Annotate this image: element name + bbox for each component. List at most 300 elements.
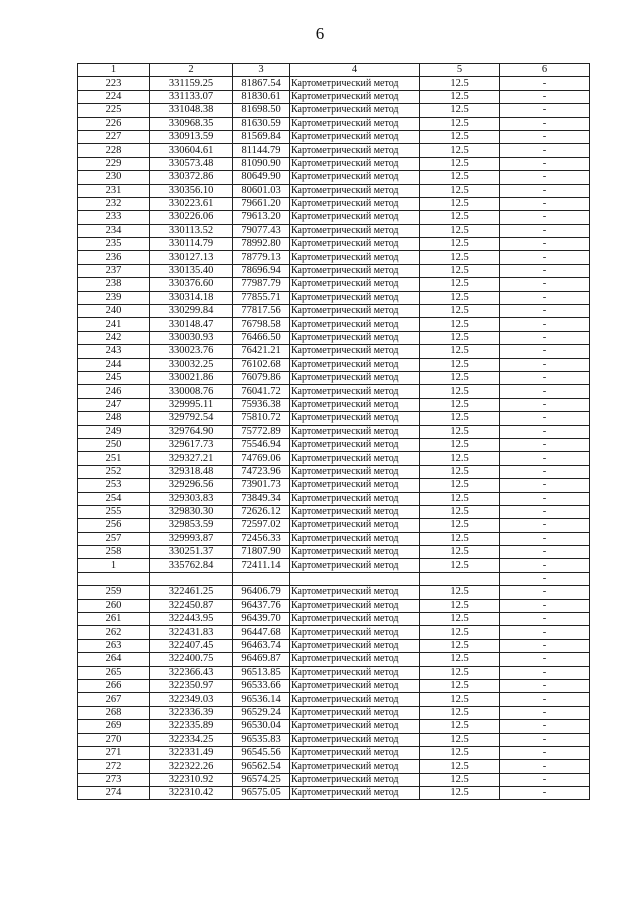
note-cell: - bbox=[500, 117, 590, 130]
table-row bbox=[78, 746, 590, 759]
method-cell: Картометрический метод bbox=[290, 291, 420, 304]
coordinates-table bbox=[77, 63, 590, 800]
method-cell: Картометрический метод bbox=[290, 358, 420, 371]
point-number-cell bbox=[78, 572, 150, 585]
y-coordinate-cell: 81698.50 bbox=[233, 104, 290, 117]
column-header-6: 6 bbox=[500, 64, 590, 77]
point-number-cell: 234 bbox=[78, 224, 150, 237]
y-coordinate-cell: 96469.87 bbox=[233, 653, 290, 666]
method-cell: Картометрический метод bbox=[290, 746, 420, 759]
x-coordinate-cell: 322331.49 bbox=[150, 746, 233, 759]
note-cell: - bbox=[500, 505, 590, 518]
accuracy-cell: 12.5 bbox=[420, 479, 500, 492]
table-row bbox=[78, 787, 590, 800]
table-row bbox=[78, 117, 590, 130]
method-cell: Картометрический метод bbox=[290, 613, 420, 626]
point-number-cell: 260 bbox=[78, 599, 150, 612]
x-coordinate-cell: 329995.11 bbox=[150, 398, 233, 411]
y-coordinate-cell: 73849.34 bbox=[233, 492, 290, 505]
note-cell: - bbox=[500, 559, 590, 572]
accuracy-cell: 12.5 bbox=[420, 117, 500, 130]
note-cell: - bbox=[500, 130, 590, 143]
accuracy-cell: 12.5 bbox=[420, 760, 500, 773]
accuracy-cell: 12.5 bbox=[420, 465, 500, 478]
x-coordinate-cell: 330127.13 bbox=[150, 251, 233, 264]
table-row bbox=[78, 760, 590, 773]
y-coordinate-cell: 76079.86 bbox=[233, 371, 290, 384]
accuracy-cell: 12.5 bbox=[420, 251, 500, 264]
x-coordinate-cell: 331133.07 bbox=[150, 90, 233, 103]
table-row bbox=[78, 130, 590, 143]
y-coordinate-cell: 75546.94 bbox=[233, 438, 290, 451]
x-coordinate-cell: 322450.87 bbox=[150, 599, 233, 612]
accuracy-cell: 12.5 bbox=[420, 358, 500, 371]
x-coordinate-cell: 322400.75 bbox=[150, 653, 233, 666]
table-row bbox=[78, 90, 590, 103]
method-cell: Картометрический метод bbox=[290, 371, 420, 384]
table-row bbox=[78, 505, 590, 518]
y-coordinate-cell: 76102.68 bbox=[233, 358, 290, 371]
method-cell: Картометрический метод bbox=[290, 345, 420, 358]
point-number-cell: 258 bbox=[78, 546, 150, 559]
note-cell: - bbox=[500, 613, 590, 626]
point-number-cell: 223 bbox=[78, 77, 150, 90]
accuracy-cell: 12.5 bbox=[420, 157, 500, 170]
accuracy-cell: 12.5 bbox=[420, 452, 500, 465]
note-cell: - bbox=[500, 733, 590, 746]
point-number-cell: 231 bbox=[78, 184, 150, 197]
table-row bbox=[78, 144, 590, 157]
method-cell: Картометрический метод bbox=[290, 171, 420, 184]
point-number-cell: 246 bbox=[78, 385, 150, 398]
accuracy-cell bbox=[420, 572, 500, 585]
note-cell: - bbox=[500, 211, 590, 224]
accuracy-cell: 12.5 bbox=[420, 586, 500, 599]
table-row bbox=[78, 318, 590, 331]
note-cell: - bbox=[500, 599, 590, 612]
point-number-cell: 250 bbox=[78, 438, 150, 451]
method-cell: Картометрический метод bbox=[290, 452, 420, 465]
accuracy-cell: 12.5 bbox=[420, 492, 500, 505]
point-number-cell: 237 bbox=[78, 264, 150, 277]
y-coordinate-cell: 96533.66 bbox=[233, 679, 290, 692]
table-row bbox=[78, 425, 590, 438]
method-cell: Картометрический метод bbox=[290, 184, 420, 197]
y-coordinate-cell: 96529.24 bbox=[233, 706, 290, 719]
table-row bbox=[78, 398, 590, 411]
note-cell: - bbox=[500, 706, 590, 719]
y-coordinate-cell: 96463.74 bbox=[233, 639, 290, 652]
column-header-5: 5 bbox=[420, 64, 500, 77]
note-cell: - bbox=[500, 653, 590, 666]
accuracy-cell: 12.5 bbox=[420, 626, 500, 639]
note-cell: - bbox=[500, 184, 590, 197]
x-coordinate-cell: 330021.86 bbox=[150, 371, 233, 384]
note-cell: - bbox=[500, 773, 590, 786]
accuracy-cell: 12.5 bbox=[420, 746, 500, 759]
method-cell: Картометрический метод bbox=[290, 224, 420, 237]
note-cell: - bbox=[500, 666, 590, 679]
accuracy-cell: 12.5 bbox=[420, 90, 500, 103]
method-cell: Картометрический метод bbox=[290, 278, 420, 291]
table-row bbox=[78, 479, 590, 492]
x-coordinate-cell: 329830.30 bbox=[150, 505, 233, 518]
note-cell: - bbox=[500, 479, 590, 492]
y-coordinate-cell: 81867.54 bbox=[233, 77, 290, 90]
table-row bbox=[78, 77, 590, 90]
y-coordinate-cell: 96536.14 bbox=[233, 693, 290, 706]
accuracy-cell: 12.5 bbox=[420, 278, 500, 291]
table-row bbox=[78, 452, 590, 465]
note-cell: - bbox=[500, 318, 590, 331]
y-coordinate-cell: 77987.79 bbox=[233, 278, 290, 291]
point-number-cell: 254 bbox=[78, 492, 150, 505]
y-coordinate-cell: 78779.13 bbox=[233, 251, 290, 264]
accuracy-cell: 12.5 bbox=[420, 679, 500, 692]
note-cell: - bbox=[500, 278, 590, 291]
method-cell: Картометрический метод bbox=[290, 197, 420, 210]
x-coordinate-cell: 330226.06 bbox=[150, 211, 233, 224]
note-cell: - bbox=[500, 358, 590, 371]
x-coordinate-cell: 329993.87 bbox=[150, 532, 233, 545]
note-cell: - bbox=[500, 157, 590, 170]
table-row bbox=[78, 465, 590, 478]
note-cell: - bbox=[500, 532, 590, 545]
x-coordinate-cell: 329296.56 bbox=[150, 479, 233, 492]
table-row bbox=[78, 305, 590, 318]
accuracy-cell: 12.5 bbox=[420, 398, 500, 411]
table-row bbox=[78, 104, 590, 117]
y-coordinate-cell: 81144.79 bbox=[233, 144, 290, 157]
note-cell: - bbox=[500, 492, 590, 505]
y-coordinate-cell: 78696.94 bbox=[233, 264, 290, 277]
y-coordinate-cell: 79613.20 bbox=[233, 211, 290, 224]
table-row bbox=[78, 653, 590, 666]
y-coordinate-cell: 79661.20 bbox=[233, 197, 290, 210]
x-coordinate-cell: 322461.25 bbox=[150, 586, 233, 599]
point-number-cell: 241 bbox=[78, 318, 150, 331]
x-coordinate-cell: 330372.86 bbox=[150, 171, 233, 184]
accuracy-cell: 12.5 bbox=[420, 305, 500, 318]
method-cell: Картометрический метод bbox=[290, 465, 420, 478]
method-cell: Картометрический метод bbox=[290, 626, 420, 639]
method-cell: Картометрический метод bbox=[290, 238, 420, 251]
accuracy-cell: 12.5 bbox=[420, 693, 500, 706]
note-cell: - bbox=[500, 90, 590, 103]
point-number-cell: 255 bbox=[78, 505, 150, 518]
table-row bbox=[78, 586, 590, 599]
method-cell: Картометрический метод bbox=[290, 412, 420, 425]
point-number-cell: 251 bbox=[78, 452, 150, 465]
y-coordinate-cell: 81090.90 bbox=[233, 157, 290, 170]
note-cell: - bbox=[500, 251, 590, 264]
y-coordinate-cell: 75810.72 bbox=[233, 412, 290, 425]
point-number-cell: 265 bbox=[78, 666, 150, 679]
table-row bbox=[78, 733, 590, 746]
accuracy-cell: 12.5 bbox=[420, 613, 500, 626]
x-coordinate-cell: 330114.79 bbox=[150, 238, 233, 251]
table-row bbox=[78, 532, 590, 545]
accuracy-cell: 12.5 bbox=[420, 706, 500, 719]
point-number-cell: 224 bbox=[78, 90, 150, 103]
y-coordinate-cell: 81630.59 bbox=[233, 117, 290, 130]
point-number-cell: 235 bbox=[78, 238, 150, 251]
table-row bbox=[78, 679, 590, 692]
y-coordinate-cell: 96545.56 bbox=[233, 746, 290, 759]
accuracy-cell: 12.5 bbox=[420, 77, 500, 90]
note-cell: - bbox=[500, 546, 590, 559]
table-row bbox=[78, 693, 590, 706]
table-row bbox=[78, 238, 590, 251]
method-cell: Картометрический метод bbox=[290, 264, 420, 277]
note-cell: - bbox=[500, 760, 590, 773]
x-coordinate-cell: 330573.48 bbox=[150, 157, 233, 170]
point-number-cell: 269 bbox=[78, 720, 150, 733]
accuracy-cell: 12.5 bbox=[420, 720, 500, 733]
table-body bbox=[78, 77, 590, 800]
method-cell: Картометрический метод bbox=[290, 706, 420, 719]
page-number: 6 bbox=[315, 24, 325, 43]
note-cell: - bbox=[500, 197, 590, 210]
method-cell: Картометрический метод bbox=[290, 157, 420, 170]
x-coordinate-cell: 322407.45 bbox=[150, 639, 233, 652]
y-coordinate-cell: 96535.83 bbox=[233, 733, 290, 746]
point-number-cell: 262 bbox=[78, 626, 150, 639]
note-cell: - bbox=[500, 104, 590, 117]
point-number-cell: 267 bbox=[78, 693, 150, 706]
table-row bbox=[78, 345, 590, 358]
accuracy-cell: 12.5 bbox=[420, 773, 500, 786]
x-coordinate-cell: 330376.60 bbox=[150, 278, 233, 291]
table-row bbox=[78, 264, 590, 277]
point-number-cell: 1 bbox=[78, 559, 150, 572]
table-row bbox=[78, 385, 590, 398]
table-row bbox=[78, 171, 590, 184]
y-coordinate-cell: 72597.02 bbox=[233, 519, 290, 532]
x-coordinate-cell: 329792.54 bbox=[150, 412, 233, 425]
table-row bbox=[78, 211, 590, 224]
point-number-cell: 257 bbox=[78, 532, 150, 545]
method-cell: Картометрический метод bbox=[290, 679, 420, 692]
method-cell: Картометрический метод bbox=[290, 104, 420, 117]
accuracy-cell: 12.5 bbox=[420, 130, 500, 143]
note-cell: - bbox=[500, 305, 590, 318]
point-number-cell: 273 bbox=[78, 773, 150, 786]
y-coordinate-cell: 76466.50 bbox=[233, 331, 290, 344]
method-cell: Картометрический метод bbox=[290, 787, 420, 800]
y-coordinate-cell: 79077.43 bbox=[233, 224, 290, 237]
table-row bbox=[78, 492, 590, 505]
method-cell: Картометрический метод bbox=[290, 639, 420, 652]
accuracy-cell: 12.5 bbox=[420, 412, 500, 425]
column-header-3: 3 bbox=[233, 64, 290, 77]
accuracy-cell: 12.5 bbox=[420, 787, 500, 800]
note-cell: - bbox=[500, 639, 590, 652]
accuracy-cell: 12.5 bbox=[420, 211, 500, 224]
point-number-cell: 228 bbox=[78, 144, 150, 157]
x-coordinate-cell: 322366.43 bbox=[150, 666, 233, 679]
x-coordinate-cell bbox=[150, 572, 233, 585]
x-coordinate-cell: 329617.73 bbox=[150, 438, 233, 451]
column-header-4: 4 bbox=[290, 64, 420, 77]
table-row bbox=[78, 559, 590, 572]
accuracy-cell: 12.5 bbox=[420, 438, 500, 451]
method-cell: Картометрический метод bbox=[290, 425, 420, 438]
table-row bbox=[78, 278, 590, 291]
method-cell: Картометрический метод bbox=[290, 760, 420, 773]
method-cell: Картометрический метод bbox=[290, 599, 420, 612]
accuracy-cell: 12.5 bbox=[420, 144, 500, 157]
method-cell: Картометрический метод bbox=[290, 519, 420, 532]
table-row bbox=[78, 572, 590, 585]
note-cell: - bbox=[500, 438, 590, 451]
x-coordinate-cell: 331159.25 bbox=[150, 77, 233, 90]
y-coordinate-cell: 73901.73 bbox=[233, 479, 290, 492]
point-number-cell: 242 bbox=[78, 331, 150, 344]
note-cell: - bbox=[500, 519, 590, 532]
table-row bbox=[78, 251, 590, 264]
x-coordinate-cell: 330135.40 bbox=[150, 264, 233, 277]
method-cell: Картометрический метод bbox=[290, 586, 420, 599]
note-cell: - bbox=[500, 586, 590, 599]
method-cell: Картометрический метод bbox=[290, 211, 420, 224]
accuracy-cell: 12.5 bbox=[420, 532, 500, 545]
x-coordinate-cell: 330604.61 bbox=[150, 144, 233, 157]
accuracy-cell: 12.5 bbox=[420, 505, 500, 518]
y-coordinate-cell: 77817.56 bbox=[233, 305, 290, 318]
x-coordinate-cell: 330032.25 bbox=[150, 358, 233, 371]
x-coordinate-cell: 330314.18 bbox=[150, 291, 233, 304]
method-cell: Картометрический метод bbox=[290, 505, 420, 518]
y-coordinate-cell: 72411.14 bbox=[233, 559, 290, 572]
method-cell: Картометрический метод bbox=[290, 532, 420, 545]
method-cell: Картометрический метод bbox=[290, 318, 420, 331]
note-cell: - bbox=[500, 746, 590, 759]
point-number-cell: 229 bbox=[78, 157, 150, 170]
y-coordinate-cell: 74769.06 bbox=[233, 452, 290, 465]
table-row bbox=[78, 706, 590, 719]
note-cell: - bbox=[500, 679, 590, 692]
note-cell: - bbox=[500, 452, 590, 465]
table-row bbox=[78, 546, 590, 559]
table-row bbox=[78, 639, 590, 652]
x-coordinate-cell: 329327.21 bbox=[150, 452, 233, 465]
point-number-cell: 230 bbox=[78, 171, 150, 184]
table-row bbox=[78, 331, 590, 344]
point-number-cell: 271 bbox=[78, 746, 150, 759]
accuracy-cell: 12.5 bbox=[420, 653, 500, 666]
point-number-cell: 261 bbox=[78, 613, 150, 626]
y-coordinate-cell: 81830.61 bbox=[233, 90, 290, 103]
method-cell: Картометрический метод bbox=[290, 90, 420, 103]
point-number-cell: 270 bbox=[78, 733, 150, 746]
y-coordinate-cell: 96513.85 bbox=[233, 666, 290, 679]
method-cell: Картометрический метод bbox=[290, 398, 420, 411]
y-coordinate-cell: 96530.04 bbox=[233, 720, 290, 733]
accuracy-cell: 12.5 bbox=[420, 184, 500, 197]
point-number-cell: 226 bbox=[78, 117, 150, 130]
note-cell: - bbox=[500, 238, 590, 251]
y-coordinate-cell: 75772.89 bbox=[233, 425, 290, 438]
y-coordinate-cell: 76041.72 bbox=[233, 385, 290, 398]
method-cell: Картометрический метод bbox=[290, 331, 420, 344]
y-coordinate-cell: 77855.71 bbox=[233, 291, 290, 304]
table-row bbox=[78, 438, 590, 451]
x-coordinate-cell: 322431.83 bbox=[150, 626, 233, 639]
note-cell: - bbox=[500, 77, 590, 90]
x-coordinate-cell: 322322.26 bbox=[150, 760, 233, 773]
y-coordinate-cell: 72626.12 bbox=[233, 505, 290, 518]
point-number-cell: 245 bbox=[78, 371, 150, 384]
note-cell: - bbox=[500, 291, 590, 304]
method-cell: Картометрический метод bbox=[290, 546, 420, 559]
x-coordinate-cell: 322443.95 bbox=[150, 613, 233, 626]
table-row bbox=[78, 720, 590, 733]
accuracy-cell: 12.5 bbox=[420, 224, 500, 237]
table-header-row bbox=[78, 64, 590, 77]
x-coordinate-cell: 330299.84 bbox=[150, 305, 233, 318]
method-cell: Картометрический метод bbox=[290, 653, 420, 666]
y-coordinate-cell: 74723.96 bbox=[233, 465, 290, 478]
column-header-1: 1 bbox=[78, 64, 150, 77]
point-number-cell: 227 bbox=[78, 130, 150, 143]
note-cell: - bbox=[500, 787, 590, 800]
table-row bbox=[78, 157, 590, 170]
x-coordinate-cell: 322310.42 bbox=[150, 787, 233, 800]
point-number-cell: 249 bbox=[78, 425, 150, 438]
accuracy-cell: 12.5 bbox=[420, 546, 500, 559]
x-coordinate-cell: 330030.93 bbox=[150, 331, 233, 344]
note-cell: - bbox=[500, 425, 590, 438]
x-coordinate-cell: 330356.10 bbox=[150, 184, 233, 197]
method-cell: Картометрический метод bbox=[290, 479, 420, 492]
method-cell: Картометрический метод bbox=[290, 559, 420, 572]
method-cell: Картометрический метод bbox=[290, 773, 420, 786]
x-coordinate-cell: 330913.59 bbox=[150, 130, 233, 143]
table-row bbox=[78, 358, 590, 371]
note-cell: - bbox=[500, 385, 590, 398]
note-cell: - bbox=[500, 720, 590, 733]
table-row bbox=[78, 291, 590, 304]
table-row bbox=[78, 666, 590, 679]
table-row bbox=[78, 773, 590, 786]
x-coordinate-cell: 330008.76 bbox=[150, 385, 233, 398]
x-coordinate-cell: 322336.39 bbox=[150, 706, 233, 719]
accuracy-cell: 12.5 bbox=[420, 238, 500, 251]
point-number-cell: 232 bbox=[78, 197, 150, 210]
x-coordinate-cell: 322335.89 bbox=[150, 720, 233, 733]
table-row bbox=[78, 519, 590, 532]
method-cell: Картометрический метод bbox=[290, 144, 420, 157]
method-cell bbox=[290, 572, 420, 585]
accuracy-cell: 12.5 bbox=[420, 559, 500, 572]
y-coordinate-cell: 71807.90 bbox=[233, 546, 290, 559]
note-cell: - bbox=[500, 264, 590, 277]
x-coordinate-cell: 330023.76 bbox=[150, 345, 233, 358]
point-number-cell: 272 bbox=[78, 760, 150, 773]
point-number-cell: 263 bbox=[78, 639, 150, 652]
accuracy-cell: 12.5 bbox=[420, 385, 500, 398]
note-cell: - bbox=[500, 412, 590, 425]
accuracy-cell: 12.5 bbox=[420, 331, 500, 344]
x-coordinate-cell: 330113.52 bbox=[150, 224, 233, 237]
note-cell: - bbox=[500, 572, 590, 585]
method-cell: Картометрический метод bbox=[290, 77, 420, 90]
y-coordinate-cell: 81569.84 bbox=[233, 130, 290, 143]
x-coordinate-cell: 329318.48 bbox=[150, 465, 233, 478]
point-number-cell: 225 bbox=[78, 104, 150, 117]
accuracy-cell: 12.5 bbox=[420, 264, 500, 277]
